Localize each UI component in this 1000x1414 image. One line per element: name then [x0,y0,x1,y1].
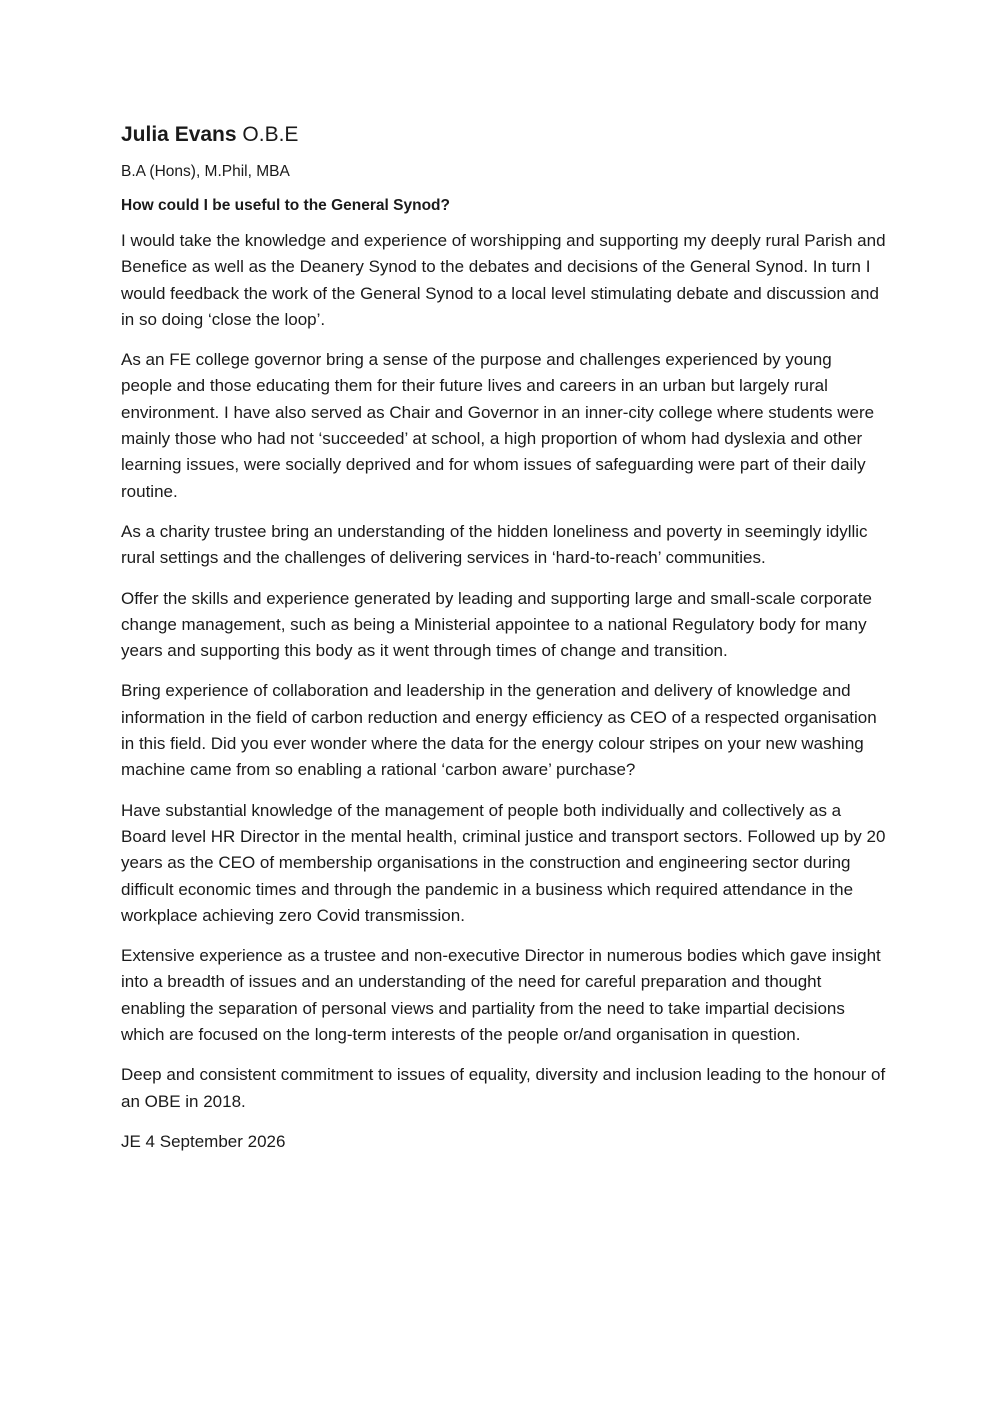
paragraph-fe-governor: As an FE college governor bring a sense of the purpose and challenges experienced by young people and those educating them for their future lives and careers in an urban but largely rural environment. I have also served as Chair and Governor in an inner-city college where students were mainly those who had not ‘succeeded’ at school, a high proportion of whom had dyslexia and other learning issues, were socially deprived and for whom issues of safeguarding were part of their daily routine. [121,350,875,501]
section-heading: How could I be useful to the General Synod? [121,197,450,214]
candidate-honour: O.B.E [242,123,299,146]
candidate-qualifications: B.A (Hons), M.Phil, MBA [121,163,290,180]
paragraph-change-management: Offer the skills and experience generated by leading and supporting large and small-scale corporate change management, such as being a Ministerial appointee to a national Regulatory body for many years and supporting this body as it went through times of change and transition. [121,588,872,661]
paragraph-equality-commitment: Deep and consistent commitment to issues of equality, diversity and inclusion leading to the honour of an OBE in 2018. [121,1065,886,1111]
paragraph-charity-trustee: As a charity trustee bring an understanding of the hidden loneliness and poverty in seemingly idyllic rural settings and the challenges of delivering services in ‘hard-to-reach’ communities. [121,521,868,568]
paragraph-carbon-reduction: Bring experience of collaboration and leadership in the generation and delivery of knowledge and information in the field of carbon reduction and energy efficiency as CEO of a respected organisation in this field. Did you ever wonder where the data for the energy colour stripes on your new washing machine came from so enabling a rational ‘carbon aware’ purchase? [121,681,877,780]
candidate-name-line [121,120,886,150]
candidate-name: Julia Evans [121,123,237,146]
signoff-date: JE 4 September 2026 [121,1131,286,1151]
document-page [121,120,886,1155]
paragraph-hr-management: Have substantial knowledge of the management of people both individually and collectively as a Board level HR Director in the mental health, criminal justice and transport sectors. Followed up by 20 years as the CEO of membership organisations in the construction and engineering sector during difficult economic times and through the pandemic in a business which required attendance in the workplace achieving zero Covid transmission. [121,800,886,925]
paragraph-trustee-experience: Extensive experience as a trustee and non-executive Director in numerous bodies which gave insight into a breadth of issues and an understanding of the need for careful preparation and thought enabling the separation of personal views and partiality from the need to take impartial decisions which are focused on the long-term interests of the people or/and organisation in question. [121,946,881,1045]
paragraph-worship: I would take the knowledge and experience of worshipping and supporting my deeply rural Parish and Benefice as well as the Deanery Synod to the debates and decisions of the General Synod. In turn I would feedback the work of the General Synod to a local level stimulating debate and discussion and in so doing ‘close the loop’. [121,231,886,329]
